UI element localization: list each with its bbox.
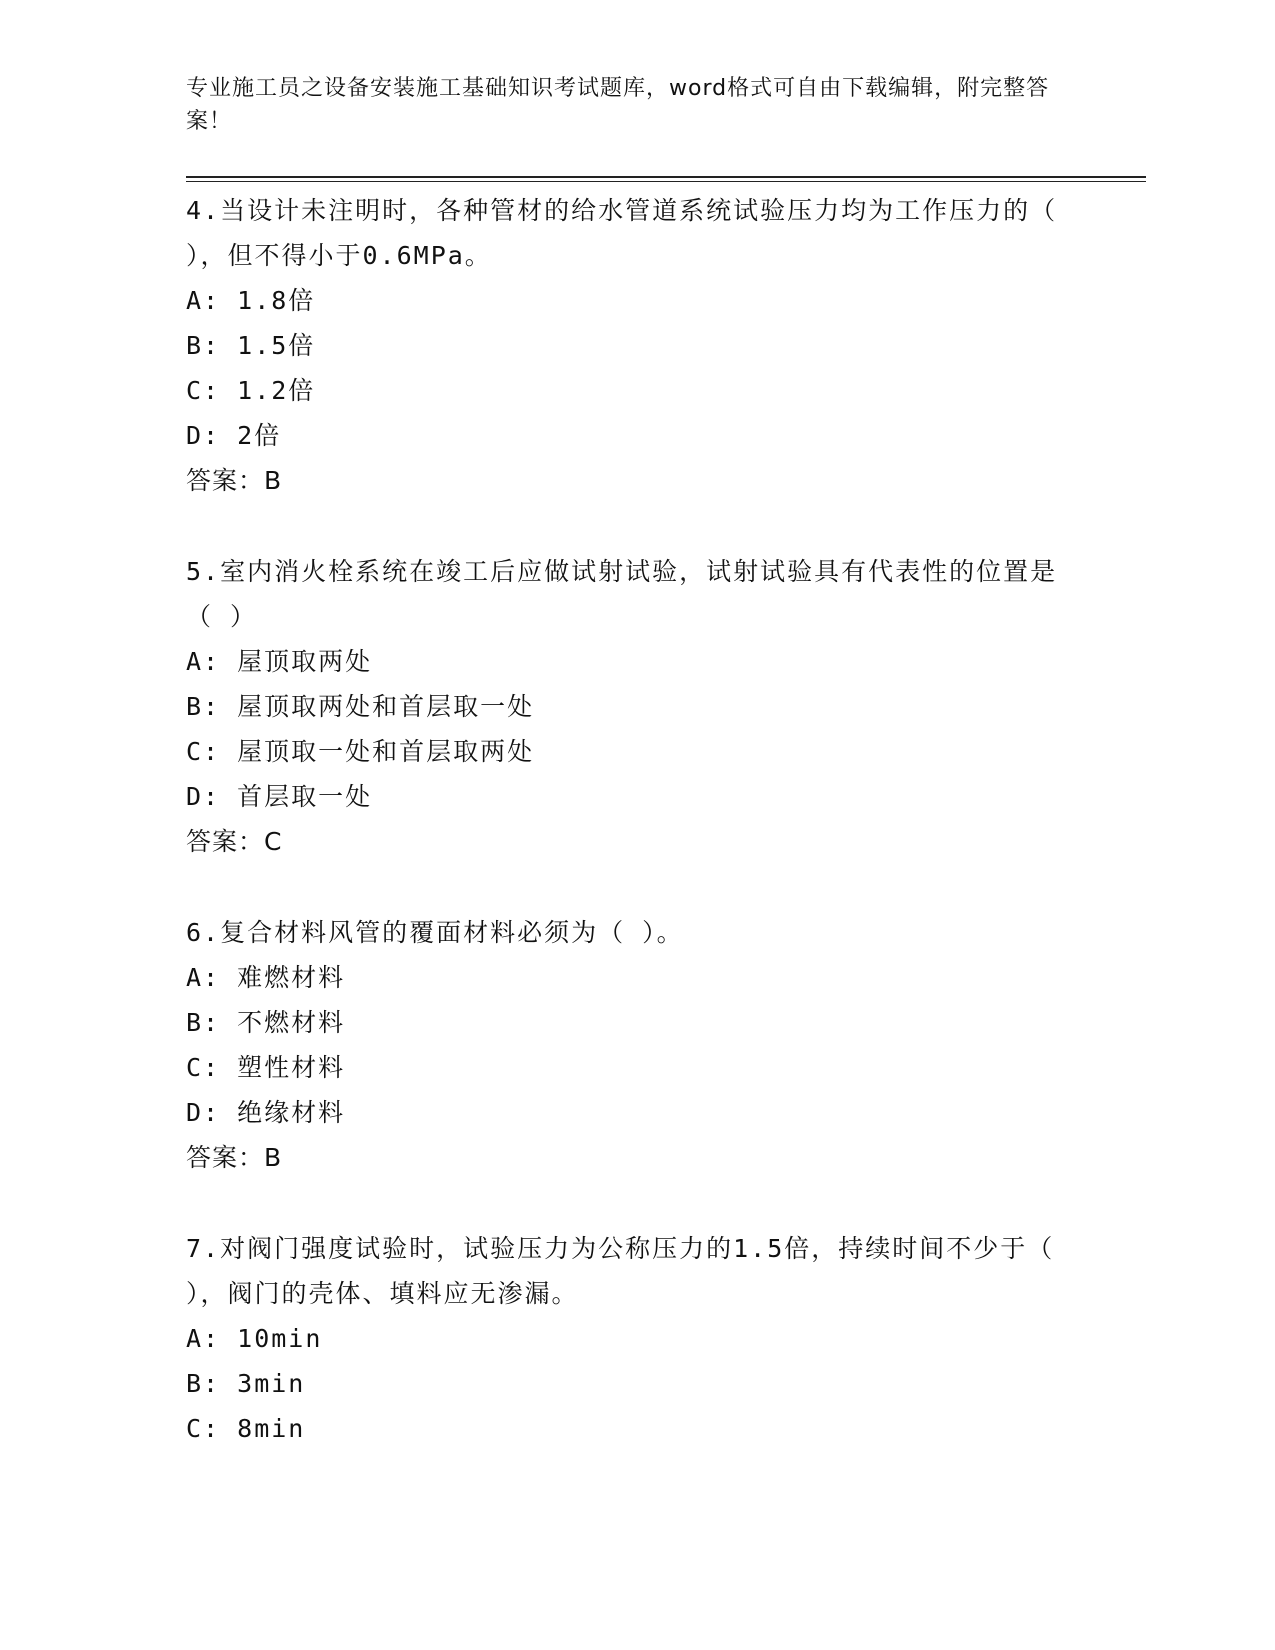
answer: 答案：B bbox=[186, 1143, 283, 1172]
question-5 bbox=[186, 549, 1066, 864]
header-divider bbox=[186, 176, 1146, 178]
question-6 bbox=[186, 910, 1066, 1180]
question-7 bbox=[186, 1226, 1066, 1451]
option-c: C: 1.2倍 bbox=[186, 376, 316, 405]
option-a: A: 屋顶取两处 bbox=[186, 647, 373, 676]
question-list bbox=[186, 188, 1066, 1497]
option-a: A: 1.8倍 bbox=[186, 286, 316, 315]
option-c: C: 塑性材料 bbox=[186, 1053, 346, 1082]
header-title: 专业施工员之设备安装施工基础知识考试题库，word格式可自由下载编辑，附完整答案！ bbox=[186, 76, 1050, 134]
option-b: B: 1.5倍 bbox=[186, 331, 316, 360]
question-text: 5.室内消火栓系统在竣工后应做试射试验，试射试验具有代表性的位置是（ ） bbox=[186, 557, 1058, 631]
header-divider-thin bbox=[186, 181, 1146, 182]
question-text: 7.对阀门强度试验时，试验压力为公称压力的1.5倍，持续时间不少于（ ），阀门的壳体、填料应无渗漏。 bbox=[186, 1234, 1055, 1308]
question-4 bbox=[186, 188, 1066, 503]
option-a: A: 难燃材料 bbox=[186, 963, 346, 992]
option-b: B: 不燃材料 bbox=[186, 1008, 346, 1037]
option-d: D: 绝缘材料 bbox=[186, 1098, 346, 1127]
question-text: 6.复合材料风管的覆面材料必须为（ ）。 bbox=[186, 918, 684, 947]
option-b: B: 3min bbox=[186, 1369, 306, 1398]
document-header bbox=[186, 72, 1066, 138]
option-a: A: 10min bbox=[186, 1324, 323, 1353]
option-c: C: 屋顶取一处和首层取两处 bbox=[186, 737, 535, 766]
option-c: C: 8min bbox=[186, 1414, 306, 1443]
option-d: D: 首层取一处 bbox=[186, 782, 373, 811]
answer: 答案：B bbox=[186, 466, 283, 495]
option-d: D: 2倍 bbox=[186, 421, 282, 450]
answer: 答案：C bbox=[186, 827, 283, 856]
option-b: B: 屋顶取两处和首层取一处 bbox=[186, 692, 535, 721]
question-text: 4.当设计未注明时，各种管材的给水管道系统试验压力均为工作压力的（ ），但不得小于0.6MPa。 bbox=[186, 196, 1058, 270]
